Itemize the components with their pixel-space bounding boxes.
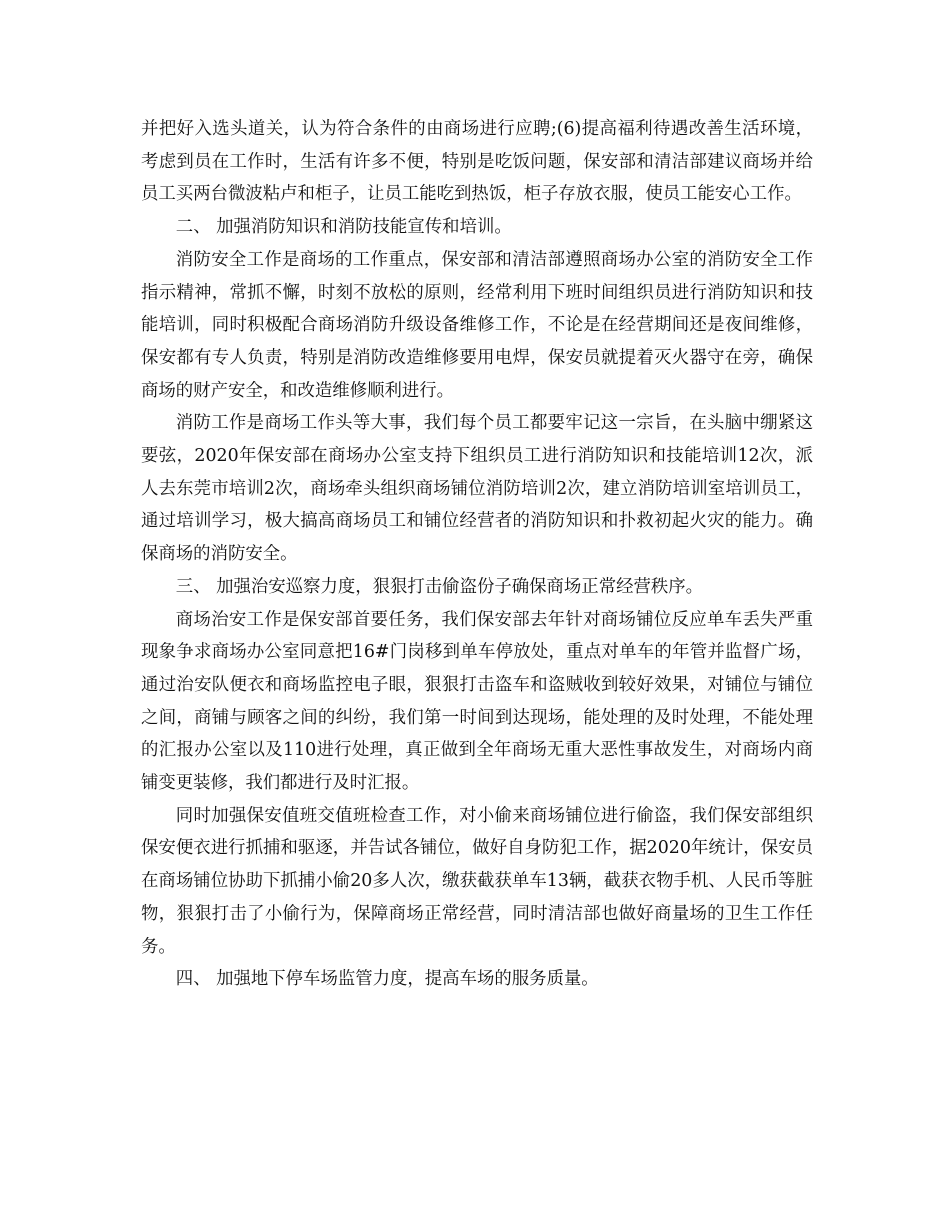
section-heading-2: 二、 加强消防知识和消防技能宣传和培训。 (175, 217, 512, 238)
paragraph-fire-training: 消防工作是商场工作头等大事，我们每个员工都要牢记这一宗旨，在头脑中绷紧这要弦，2020年保安部在商场办公室支持下组织员工进行消防知识和技能培训12次，派人去东莞市培训2次，商场牵头组织商场铺位消防培训2次，建立消防培训室培训员工，通过培训学习，极大搞高商场员工和铺位经营者的消防知识和扑救初起火灾的能力。确保商场的消防安全。 (141, 413, 813, 565)
paragraph-fire-safety: 消防安全工作是商场的工作重点，保安部和清洁部遵照商场办公室的消防安全工作指示精神，常抓不懈，时刻不放松的原则，经常利用下班时间组织员进行消防知识和技能培训，同时积极配合商场消防升级设备维修工作，不论是在经营期间还是夜间维修，保安都有专人负责，特别是消防改造维修要用电焊，保安员就提着灭火器守在旁，确保商场的财产安全，和改造维修顺利进行。 (141, 249, 813, 401)
paragraph-theft-prevention: 同时加强保安值班交值班检查工作，对小偷来商场铺位进行偷盗，我们保安部组织保安便衣进行抓捕和驱逐，并告试各铺位，做好自身防犯工作，据2020年统计，保安员在商场铺位协助下抓捕小偷20多人次，缴获截获单车13辆，截获衣物手机、人民币等脏物，狠狠打击了小偷行为，保障商场正常经营，同时清洁部也做好商量场的卫生工作任务。 (141, 805, 813, 957)
paragraph-continued: 并把好入选头道关，认为符合条件的由商场进行应聘;(6)提高福利待遇改善生活环境，考虑到员在工作时，生活有许多不便，特别是吃饭问题，保安部和清洁部建议商场并给员工买两台微波粘卢和柜子，让员工能吃到热饭，柜子存放衣服，使员工能安心工作。 (141, 119, 813, 205)
section-heading-3: 三、 加强治安巡察力度，狠狠打击偷盗份子确保商场正常经营秩序。 (175, 576, 704, 597)
paragraph-security-patrol: 商场治安工作是保安部首要任务，我们保安部去年针对商场铺位反应单车丢失严重现象争求商场办公室同意把16#门岗移到单车停放处，重点对单车的年管并监督广场，通过治安队便衣和商场监控电子眼，狠狠打击盗车和盗贼收到较好效果，对铺位与铺位之间，商铺与顾客之间的纠纷，我们第一时间到达现场，能处理的及时处理，不能处理的汇报办公室以及110进行处理，真正做到全年商场无重大恶性事故发生，对商场内商铺变更装修，我们都进行及时汇报。 (141, 609, 813, 794)
document-page (141, 113, 813, 996)
section-heading-4: 四、 加强地下停车场监管力度，提高车场的服务质量。 (175, 969, 599, 990)
